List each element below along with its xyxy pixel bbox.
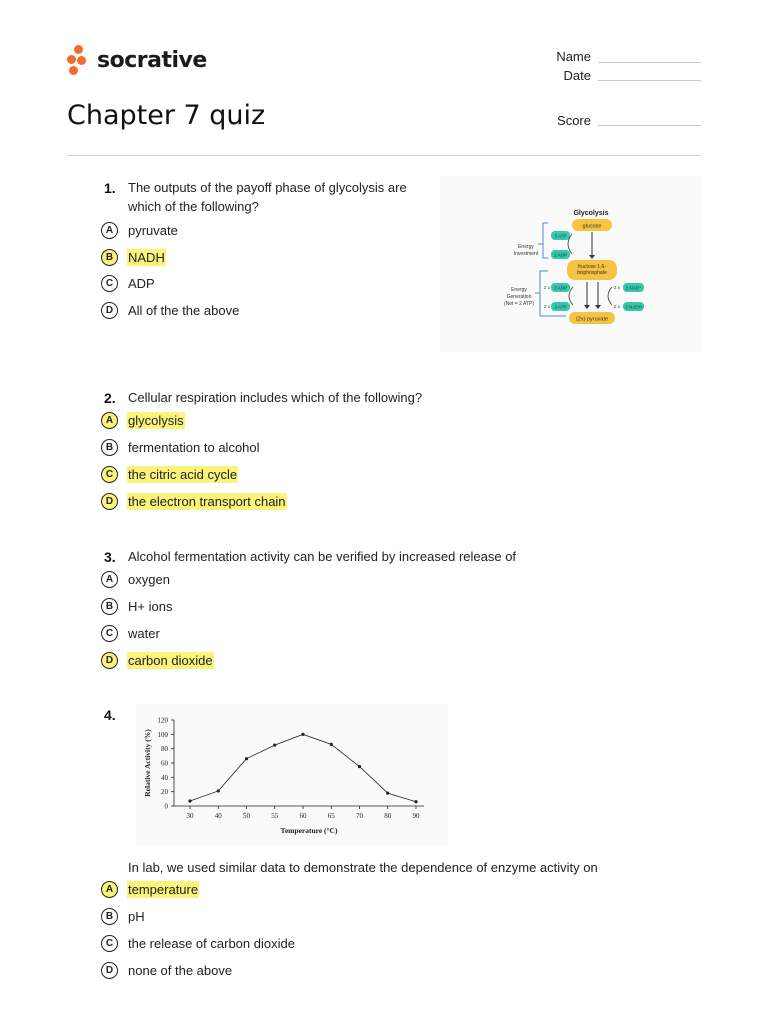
question-1-option-c[interactable] xyxy=(101,273,156,293)
socrative-logo xyxy=(67,44,207,76)
multiplier-label: 2 x xyxy=(544,304,551,309)
multiplier-label: 2 x xyxy=(614,304,621,309)
question-3-text: Alcohol fermentation activity can be verified by increased release of xyxy=(128,549,517,564)
adp-badge-label: 2 ADP xyxy=(554,252,567,258)
option-letter: A xyxy=(101,412,118,429)
pyruvate-label: (2x) pyruvate xyxy=(575,316,609,323)
question-4-option-d[interactable] xyxy=(101,960,233,980)
nad-label: 2 NAD⁺ xyxy=(625,285,642,291)
x-axis-label: Temperature (°C) xyxy=(280,826,338,835)
multiplier-label: 2 x xyxy=(614,285,621,290)
option-text: the release of carbon dioxide xyxy=(128,935,295,951)
question-4-option-b[interactable] xyxy=(101,906,146,926)
question-3-option-d[interactable] xyxy=(101,650,214,670)
fructose-label: fructose 1,6-bisphosphate xyxy=(577,264,607,276)
option-letter: B xyxy=(101,598,118,615)
option-text: water xyxy=(128,625,160,641)
score-field-line[interactable] xyxy=(598,125,701,126)
score-label: Score xyxy=(557,113,591,128)
question-1-text: The outputs of the payoff phase of glycolysis are which of the following? xyxy=(128,180,407,214)
header-divider xyxy=(67,155,701,156)
question-4-option-c[interactable] xyxy=(101,933,296,953)
option-letter: C xyxy=(101,625,118,642)
option-text: pyruvate xyxy=(128,222,178,238)
data-point xyxy=(414,800,417,803)
atp-gen-label: 2 ATP xyxy=(554,304,567,310)
y-tick-label: 80 xyxy=(161,745,168,754)
question-3-option-c[interactable] xyxy=(101,623,161,643)
x-tick-label: 80 xyxy=(384,812,392,820)
x-tick-label: 60 xyxy=(299,812,307,820)
name-field-line[interactable] xyxy=(598,62,701,63)
question-2-option-c[interactable] xyxy=(101,464,238,484)
data-point xyxy=(217,789,220,792)
option-text: ADP xyxy=(128,275,155,291)
option-letter: B xyxy=(101,249,118,266)
option-letter: B xyxy=(101,908,118,925)
option-letter: C xyxy=(101,275,118,292)
glucose-label: glucose xyxy=(582,223,602,230)
energy-generation-label: Energy Generation (Net = 2 ATP) xyxy=(503,287,535,307)
option-letter: D xyxy=(101,493,118,510)
date-label: Date xyxy=(563,68,591,83)
question-3-option-b[interactable] xyxy=(101,596,173,616)
question-4-number: 4. xyxy=(104,707,116,723)
option-text: NADH xyxy=(128,249,165,265)
option-letter: A xyxy=(101,571,118,588)
date-field-line[interactable] xyxy=(598,80,701,81)
option-text: temperature xyxy=(128,881,199,897)
x-tick-label: 40 xyxy=(214,812,222,820)
option-text: H+ ions xyxy=(128,598,173,614)
option-letter: A xyxy=(101,222,118,239)
question-2-option-d[interactable] xyxy=(101,491,287,511)
y-axis-label: Relative Activity (%) xyxy=(143,729,152,797)
option-text: oxygen xyxy=(128,571,170,587)
multiplier-label: 2 x xyxy=(544,285,551,290)
question-2-text: Cellular respiration includes which of the following? xyxy=(128,390,423,405)
option-text: the electron transport chain xyxy=(128,493,286,509)
question-3-number: 3. xyxy=(104,549,116,565)
adp-gen-label: 2 ADP xyxy=(554,285,567,291)
atp-badge-label: 2 ATP xyxy=(554,233,567,239)
question-4-option-a[interactable] xyxy=(101,879,199,899)
glycolysis-diagram xyxy=(440,176,702,352)
y-tick-label: 20 xyxy=(161,788,168,797)
data-point xyxy=(358,765,361,768)
option-text: glycolysis xyxy=(128,412,184,428)
question-1-option-a[interactable] xyxy=(101,220,179,240)
data-point xyxy=(301,733,304,736)
x-tick-label: 90 xyxy=(412,812,420,820)
x-tick-label: 50 xyxy=(243,812,250,820)
page-title: Chapter 7 quiz xyxy=(67,100,266,131)
question-2-number: 2. xyxy=(104,390,116,406)
enzyme-activity-chart xyxy=(136,704,448,846)
name-label: Name xyxy=(556,49,591,64)
data-point xyxy=(386,792,389,795)
option-text: carbon dioxide xyxy=(128,652,213,668)
x-tick-label: 30 xyxy=(186,812,194,820)
y-tick-label: 100 xyxy=(157,730,168,739)
option-text: All of the the above xyxy=(128,302,240,318)
activity-line xyxy=(190,734,416,801)
option-text: fermentation to alcohol xyxy=(128,439,260,455)
x-tick-label: 55 xyxy=(271,812,279,820)
question-3-option-a[interactable] xyxy=(101,569,171,589)
data-point xyxy=(188,799,191,802)
question-1-option-b[interactable] xyxy=(101,247,166,267)
question-1-number: 1. xyxy=(104,180,116,196)
brand-name: socrative xyxy=(97,47,207,73)
option-letter: C xyxy=(101,935,118,952)
option-letter: D xyxy=(101,962,118,979)
data-point xyxy=(245,757,248,760)
option-letter: D xyxy=(101,302,118,319)
nadh-label: 2 NADH xyxy=(625,304,642,310)
option-letter: B xyxy=(101,439,118,456)
energy-investment-label: Energy Investment xyxy=(513,244,539,257)
option-letter: A xyxy=(101,881,118,898)
question-2-option-b[interactable] xyxy=(101,437,261,457)
y-tick-label: 40 xyxy=(161,773,168,782)
logo-mark-icon xyxy=(67,44,91,76)
x-tick-label: 65 xyxy=(327,812,335,820)
question-2-option-a[interactable] xyxy=(101,410,185,430)
option-letter: C xyxy=(101,466,118,483)
data-point xyxy=(330,743,333,746)
option-text: the citric acid cycle xyxy=(128,466,238,482)
data-point xyxy=(273,743,276,746)
y-tick-label: 60 xyxy=(161,759,168,768)
question-1-option-d[interactable] xyxy=(101,300,240,320)
x-tick-label: 70 xyxy=(356,812,363,820)
y-tick-label: 120 xyxy=(157,716,168,725)
y-tick-label: 0 xyxy=(164,802,168,811)
glycolysis-title: Glycolysis xyxy=(573,210,609,217)
option-text: none of the above xyxy=(128,962,233,978)
option-letter: D xyxy=(101,652,118,669)
question-4-text: In lab, we used similar data to demonstrate the dependence of enzyme activity on xyxy=(128,860,598,875)
option-text: pH xyxy=(128,908,145,924)
